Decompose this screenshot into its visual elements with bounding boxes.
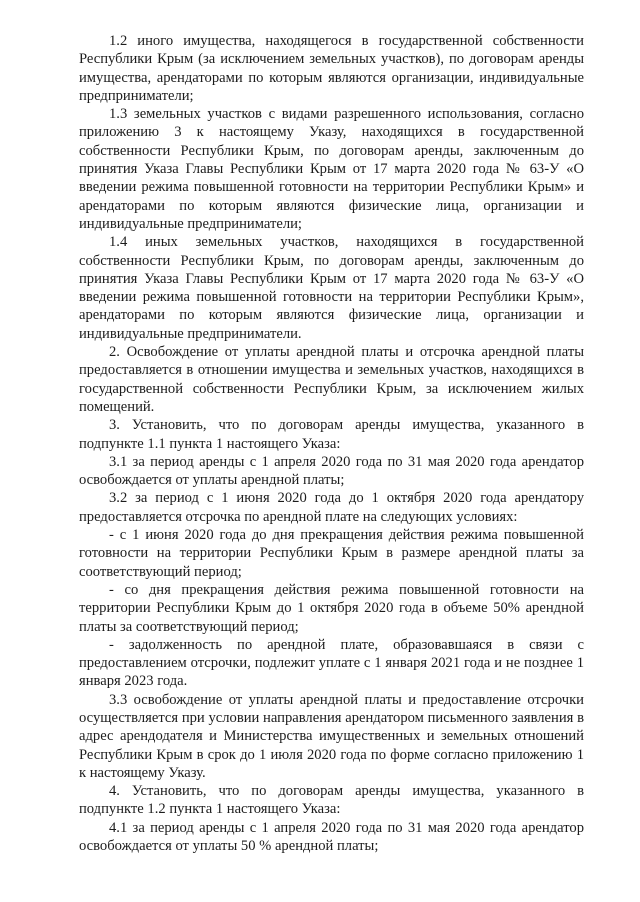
paragraph-4: 4. Установить, что по договорам аренды имущества, указанного в подпункте 1.2 пункта 1 настоящего Указа:: [79, 783, 584, 818]
paragraph-3-2-item-3: - задолженность по арендной плате, образовавшаяся в связи с предоставлением отсрочки, подлежит уплате с 1 января 2021 года и не позднее 1 января 2023 года.: [79, 636, 584, 690]
paragraph-4-1: 4.1 за период аренды с 1 апреля 2020 года по 31 мая 2020 года арендатор освобождается от уплаты 50 % арендной платы;: [79, 819, 584, 855]
paragraph-3-3: 3.3 освобождение от уплаты арендной платы и предоставление отсрочки осуществляется при условии направления арендатором письменного заявления в адрес арендодателя и Министерства имущественных и земельных отношений Республики Крым в срок до 1 июля 2020 года по форме согласно приложению 1 к настоящему Указу.: [79, 691, 584, 781]
paragraph-1-4: 1.4 иных земельных участков, находящихся в государственной собственности Республики Крым, по договорам аренды, заключенным до принятия Указа Главы Республики Крым от 17 марта 2020 года № 63-У «О введении режима повышенной готовности на территории Республики Крым», арендаторами по которым являются физические лица, организации и индивидуальные предприниматели.: [79, 234, 584, 342]
paragraph-3-2-item-2: - со дня прекращения действия режима повышенной готовности на территории Республики Крым до 1 октября 2020 года в объеме 50% арендной платы за соответствующий период;: [79, 581, 584, 635]
paragraph-1-2: 1.2 иного имущества, находящегося в государственной собственности Республики Крым (за исключением земельных участков), по договорам аренды имущества, арендаторами по которым являются организации, индивидуальные предприниматели;: [79, 33, 584, 104]
paragraph-3-1: 3.1 за период аренды с 1 апреля 2020 года по 31 мая 2020 года арендатор освобождается от уплаты арендной платы;: [79, 453, 584, 489]
paragraph-1-3: 1.3 земельных участков с видами разрешенного использования, согласно приложению 3 к настоящему Указу, находящихся в государственной собственности Республики Крым, по договорам аренды, заключенным до принятия Указа Главы Республики Крым от 17 марта 2020 года № 63-У «О введении режима повышенной готовности на территории Республики Крым» и арендаторами по которым являются физические лица, организации и индивидуальные предприниматели;: [79, 106, 584, 232]
paragraph-2: 2. Освобождение от уплаты арендной платы и отсрочка арендной платы предоставляется в отношении имущества и земельных участков, находящихся в государственной собственности Республики Крым, за исключением жилых помещений.: [79, 344, 584, 415]
paragraph-3: 3. Установить, что по договорам аренды имущества, указанного в подпункте 1.1 пункта 1 настоящего Указа:: [79, 417, 584, 452]
paragraph-3-2: 3.2 за период с 1 июня 2020 года до 1 октября 2020 года арендатору предоставляется отсрочка по арендной плате на следующих условиях:: [79, 490, 584, 525]
paragraph-3-2-item-1: - с 1 июня 2020 года до дня прекращения действия режима повышенной готовности на территории Республики Крым в размере арендной платы за соответствующий период;: [79, 527, 584, 580]
